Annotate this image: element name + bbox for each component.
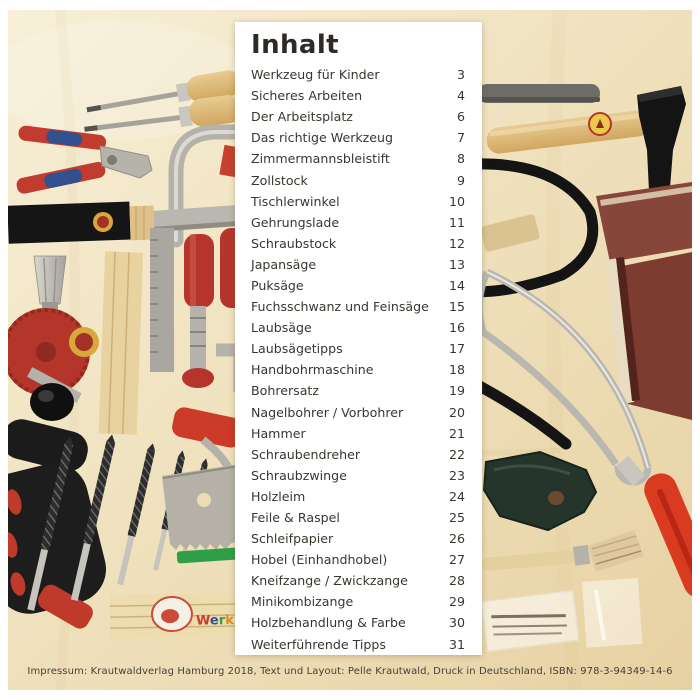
toc-entry <box>251 507 465 528</box>
toc-entry-page: 28 <box>448 573 465 589</box>
toc-entry-label: Feile & Raspel <box>251 510 340 526</box>
toc-entry-label: Minikombizange <box>251 594 354 610</box>
folding-ruler <box>110 593 248 639</box>
toc-entry <box>251 212 465 233</box>
toc-entry-page: 29 <box>448 594 465 610</box>
file <box>478 84 600 103</box>
toc-entry <box>251 169 465 190</box>
toc-entry-label: Holzbehandlung & Farbe <box>251 615 406 631</box>
toc-entry <box>251 317 465 338</box>
toc-entry-label: Holzleim <box>251 488 306 504</box>
toc-entry <box>251 444 465 465</box>
toc-entry <box>251 296 465 317</box>
toc-entry-label: Japansäge <box>251 256 317 272</box>
toc-entry-page: 18 <box>448 362 465 378</box>
toc-entry-page: 17 <box>448 341 465 357</box>
japanese-saw-blade <box>162 464 240 550</box>
toc-entry-page: 13 <box>448 256 465 272</box>
toc-entry-page: 8 <box>456 151 465 167</box>
toc-entry-page: 16 <box>448 320 465 336</box>
toc-entry <box>251 233 465 254</box>
toc-entry-page: 14 <box>448 277 465 293</box>
toc-entry <box>251 486 465 507</box>
metal-ruler <box>150 228 174 372</box>
toc-entry <box>251 191 465 212</box>
toc-entry-page: 3 <box>456 67 465 83</box>
toc-entry-page: 23 <box>448 467 465 483</box>
toc-entry <box>251 85 465 106</box>
wood-strip <box>99 251 143 434</box>
toc-entry <box>251 402 465 423</box>
toc-entry-label: Bohrersatz <box>251 383 319 399</box>
toc-entry-label: Nagelbohrer / Vorbohrer <box>251 404 404 420</box>
impressum-line: Impressum: Krautwaldverlag Hamburg 2018, Text und Layout: Pelle Krautwald, Druck in Deutschland, ISBN: 978-3-94349-14-6 <box>27 666 673 677</box>
toc-entry <box>251 338 465 359</box>
toc-entry <box>251 549 465 570</box>
toc-entry-page: 9 <box>456 172 465 188</box>
toc-entry-label: Schraubzwinge <box>251 467 347 483</box>
toc-entry <box>251 127 465 148</box>
toc-entry-page: 4 <box>456 88 465 104</box>
toc-entry-label: Weiterführende Tipps <box>251 636 386 652</box>
toc-entry-page: 24 <box>448 488 465 504</box>
toc-entry-label: Werkzeug für Kinder <box>251 67 380 83</box>
toc-entry-page: 25 <box>448 510 465 526</box>
toc-entry-page: 30 <box>448 615 465 631</box>
toc-entry-label: Schraubstock <box>251 235 337 251</box>
toc-entry-label: Kneifzange / Zwickzange <box>251 573 408 589</box>
toc-entry-label: Zimmermannsbleistift <box>251 151 390 167</box>
toc-entry-page: 15 <box>448 299 465 315</box>
toc-entry <box>251 528 465 549</box>
toc-entry-label: Tischlerwinkel <box>251 193 340 209</box>
toc-panel <box>235 22 482 655</box>
toc-entry-label: Gehrungslade <box>251 214 340 230</box>
toc-entry-label: Schleifpapier <box>251 531 334 547</box>
try-square <box>8 202 155 244</box>
toc-entry-label: Sicheres Arbeiten <box>251 88 363 104</box>
toc-entry <box>251 359 465 380</box>
toc-entry-page: 7 <box>456 130 465 146</box>
toc-entry-label: Puksäge <box>251 277 304 293</box>
toc-entry-label: Zollstock <box>251 172 308 188</box>
toc-entry-page: 27 <box>448 552 465 568</box>
toc-entry <box>251 612 465 633</box>
toc-entry-label: Laubsäge <box>251 320 312 336</box>
toc-entry <box>251 423 465 444</box>
toc-entry <box>251 148 465 169</box>
toc-entry <box>251 634 465 655</box>
toc-entry <box>251 465 465 486</box>
toc-entry-label: Handbohrmaschine <box>251 362 374 378</box>
toc-entry-label: Hammer <box>251 425 306 441</box>
toc-entry-page: 19 <box>448 383 465 399</box>
toc-entry-label: Laubsägetipps <box>251 341 343 357</box>
page-title: Inhalt <box>251 30 339 60</box>
toc-entry-label: Fuchsschwanz und Feinsäge <box>251 299 429 315</box>
toc-entry-page: 22 <box>448 446 465 462</box>
toc-entry <box>251 380 465 401</box>
toc-entry-page: 26 <box>448 531 465 547</box>
toc-entry <box>251 275 465 296</box>
toc-entry-label: Hobel (Einhandhobel) <box>251 552 388 568</box>
toc-entry <box>251 106 465 127</box>
toc-entry <box>251 570 465 591</box>
toc-entry-label: Der Arbeitsplatz <box>251 109 353 125</box>
toc-entry-page: 21 <box>448 425 465 441</box>
toc-entry-page: 20 <box>448 404 465 420</box>
toc-list <box>251 64 465 655</box>
ruler-print-text: Werk <box>195 612 235 629</box>
toc-entry-label: Das richtige Werkzeug <box>251 130 394 146</box>
toc-entry-page: 31 <box>448 636 465 652</box>
toc-entry-label: Schraubendreher <box>251 446 361 462</box>
toc-entry-page: 6 <box>456 109 465 125</box>
toc-entry <box>251 64 465 85</box>
toc-entry-page: 10 <box>448 193 465 209</box>
toc-entry <box>251 591 465 612</box>
toc-entry <box>251 254 465 275</box>
toc-entry-page: 12 <box>448 235 465 251</box>
toc-entry-page: 11 <box>448 214 465 230</box>
